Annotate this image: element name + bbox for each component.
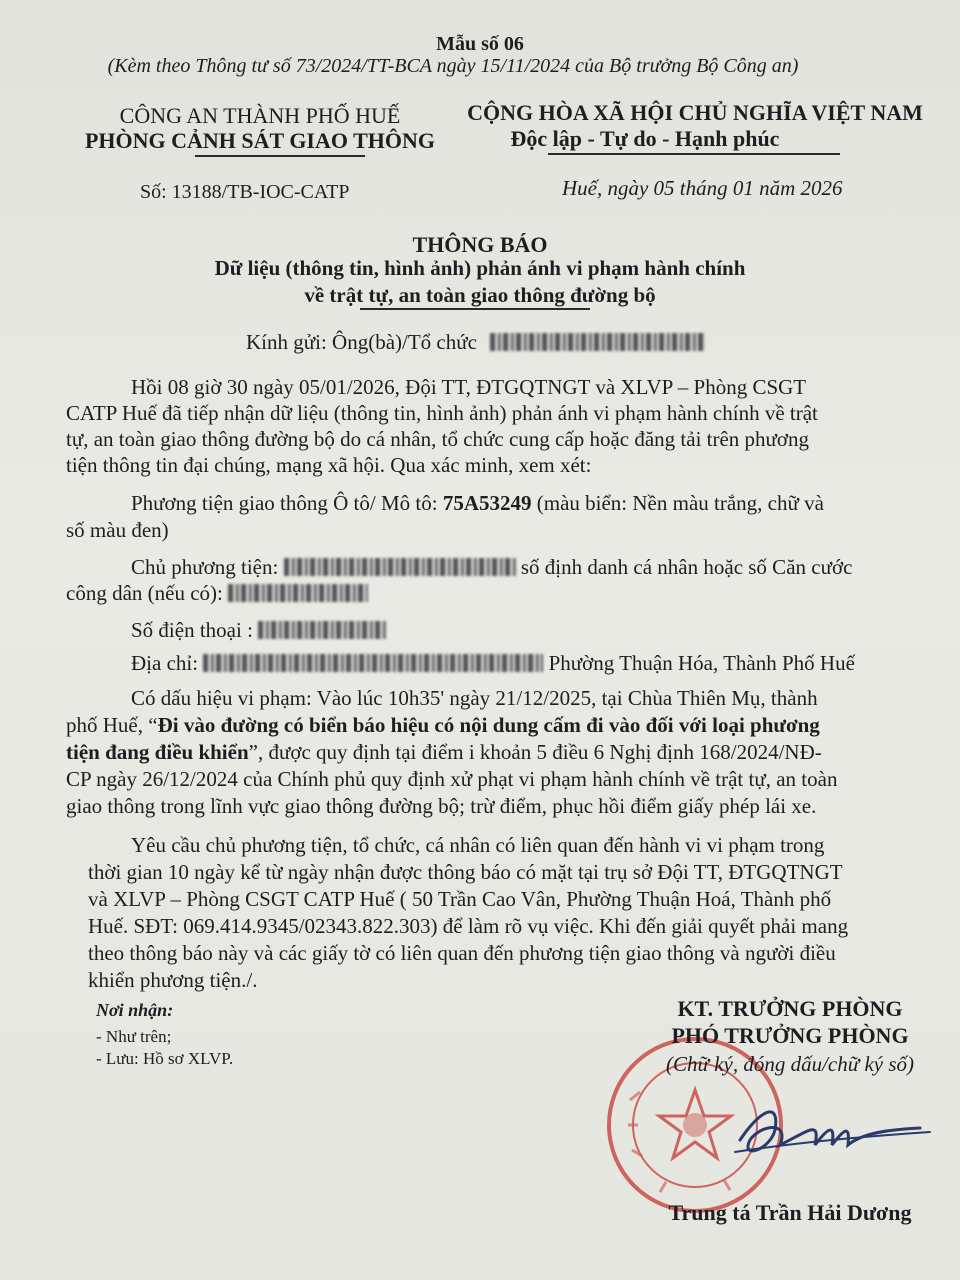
redacted-address — [203, 654, 543, 672]
redacted-phone — [258, 621, 386, 639]
violation-line-5: giao thông trong lĩnh vực giao thông đường bộ; trừ điểm, phục hồi điểm giấy phép lái xe. — [66, 794, 817, 818]
violation-line-2 — [66, 712, 820, 739]
vehicle-label: Phương tiện giao thông Ô tô/ Mô tô: — [131, 491, 443, 515]
violation-legal-basis: ”, được quy định tại điểm i khoản 5 điều 6 Nghị định 168/2024/NĐ- — [248, 740, 822, 764]
address-label: Địa chỉ: — [131, 651, 204, 675]
request-line-2: thời gian 10 ngày kể từ ngày nhận được thông báo có mặt tại trụ sở Đội TT, ĐTGQTNGT — [88, 860, 843, 884]
address-line — [131, 650, 855, 677]
id-label: công dân (nếu có): — [66, 581, 229, 605]
form-number: Mẫu số 06 — [436, 33, 524, 55]
phone-label: Số điện thoại : — [131, 618, 259, 642]
redacted-id-number — [228, 584, 368, 602]
recipients-title: Nơi nhận: — [96, 1000, 174, 1020]
motto-underline — [548, 153, 840, 155]
redacted-owner-name — [284, 558, 516, 576]
agency-parent: CÔNG AN THÀNH PHỐ HUẾ — [119, 103, 401, 128]
recipient-label: Kính gửi: Ông(bà)/Tổ chức — [246, 330, 477, 354]
national-title: CỘNG HÒA XÃ HỘI CHỦ NGHĨA VIỆT NAM — [467, 100, 923, 125]
plate-color: (màu biển: Nền màu trắng, chữ và — [531, 491, 824, 515]
signatory-name: Trung tá Trần Hải Dương — [668, 1200, 912, 1225]
document-number: Số: 13188/TB-IOC-CATP — [140, 181, 350, 203]
vehicle-line — [131, 490, 824, 517]
redacted-recipient — [490, 333, 705, 351]
phone-line — [131, 617, 386, 644]
national-motto: Độc lập - Tự do - Hạnh phúc — [510, 126, 780, 151]
owner-line — [131, 554, 852, 581]
recipients-item-1: - Như trên; — [96, 1027, 172, 1046]
signature-note: (Chữ ký, đóng dấu/chữ ký số) — [665, 1052, 914, 1076]
violation-line-3 — [66, 739, 822, 766]
request-line-3: và XLVP – Phòng CSGT CATP Huế ( 50 Trần Cao Vân, Phường Thuận Hoá, Thành phố — [88, 887, 832, 911]
document-date: Huế, ngày 05 tháng 01 năm 2026 — [562, 176, 843, 200]
intro-line-1: Hồi 08 giờ 30 ngày 05/01/2026, Đội TT, ĐTGQTNGT và XLVP – Phòng CSGT — [131, 375, 807, 399]
owner-label: Chủ phương tiện: — [131, 555, 284, 579]
violation-description-end: tiện đang điều khiển — [66, 740, 249, 764]
violation-prefix: phố Huế, “ — [66, 713, 158, 737]
request-line-6: khiển phương tiện./. — [88, 968, 258, 992]
violation-description: Đi vào đường có biển báo hiệu có nội dung cấm đi vào đối với loại phương — [157, 713, 820, 737]
form-attached-note: (Kèm theo Thông tư số 73/2024/TT-BCA ngày 15/11/2024 của Bộ trưởng Bộ Công an) — [107, 55, 799, 77]
subtitle-underline — [360, 308, 590, 310]
violation-line-4: CP ngày 26/12/2024 của Chính phủ quy định xử phạt vi phạm hành chính về trật tự, an toàn — [66, 767, 838, 791]
page-title: THÔNG BÁO — [412, 232, 548, 257]
recipient-line — [246, 329, 705, 356]
signature-title-2: PHÓ TRƯỞNG PHÒNG — [671, 1023, 909, 1048]
subtitle-line-1: Dữ liệu (thông tin, hình ảnh) phản ánh vi phạm hành chính — [214, 256, 746, 280]
intro-line-2: CATP Huế đã tiếp nhận dữ liệu (thông tin, hình ảnh) phản ánh vi phạm hành chính về trật — [66, 401, 818, 425]
request-line-5: theo thông báo này và các giấy tờ có liên quan đến phương tiện giao thông và người điều — [88, 941, 836, 965]
license-plate: 75A53249 — [442, 491, 532, 515]
intro-line-4: tiện thông tin đại chúng, mạng xã hội. Qua xác minh, xem xét: — [66, 453, 592, 477]
subtitle-line-2: về trật tự, an toàn giao thông đường bộ — [304, 283, 656, 307]
vehicle-line-2: số màu đen) — [66, 518, 169, 542]
address-ward: Phường Thuận Hóa, Thành Phố Huế — [543, 651, 855, 675]
owner-id-text: số định danh cá nhân hoặc số Căn cước — [515, 555, 853, 579]
agency-underline — [195, 155, 365, 157]
agency-name: PHÒNG CẢNH SÁT GIAO THÔNG — [84, 128, 435, 153]
handwritten-signature — [720, 1090, 940, 1180]
violation-line-1: Có dấu hiệu vi phạm: Vào lúc 10h35' ngày 21/12/2025, tại Chùa Thiên Mụ, thành — [131, 686, 818, 710]
signature-title-1: KT. TRƯỞNG PHÒNG — [677, 996, 903, 1021]
request-line-1: Yêu cầu chủ phương tiện, tổ chức, cá nhân có liên quan đến hành vi vi phạm trong — [131, 833, 825, 857]
recipients-item-2: - Lưu: Hồ sơ XLVP. — [96, 1049, 234, 1068]
intro-line-3: tự, an toàn giao thông đường bộ do cá nhân, tổ chức cung cấp hoặc đăng tải trên phương — [66, 427, 810, 451]
id-line — [66, 580, 368, 607]
request-line-4: Huế. SĐT: 069.414.9345/02343.822.303) để làm rõ vụ việc. Khi đến giải quyết phải mang — [88, 914, 849, 938]
